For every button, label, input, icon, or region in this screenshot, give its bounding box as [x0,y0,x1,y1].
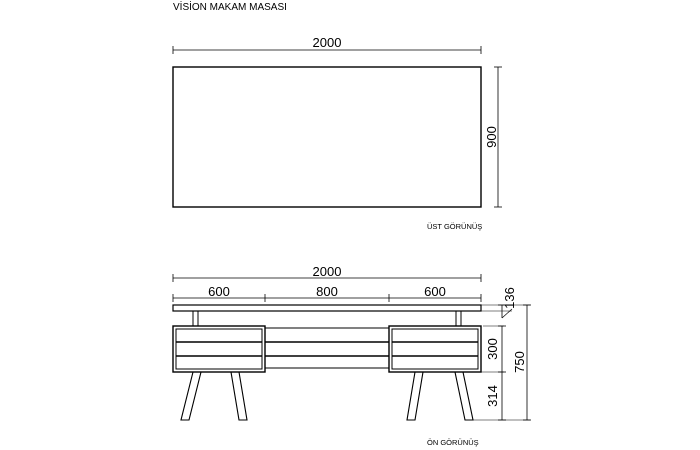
front-section-dimensions [173,284,481,302]
leg-left-outer [181,372,201,420]
total-height-label: 750 [512,351,527,373]
left-drawer-cabinet [173,326,265,372]
top-width-dimension [173,35,481,54]
middle-drawer-panel [265,328,389,368]
desk-top [173,305,481,311]
top-depth-label: 900 [484,126,499,148]
leg-left-inner [231,372,247,420]
top-width-label: 2000 [312,35,342,50]
top-thickness-label: 136 [502,287,517,309]
leg-right-outer [455,372,473,420]
drawing-title: VİSİON MAKAM MASASI [173,2,287,13]
left-top-support [193,311,198,326]
top-view [173,35,502,231]
leg-right-inner [407,372,423,420]
front-view-caption: ÖN GÖRÜNÜŞ [427,438,479,447]
left-section-label: 600 [208,284,230,299]
leg-height-label: 314 [485,385,500,407]
top-view-outline [173,67,481,207]
top-view-caption: ÜST GÖRÜNÜŞ [427,222,483,231]
front-overall-dimension [173,264,481,282]
right-drawer-cabinet [389,326,481,372]
right-section-label: 600 [424,284,446,299]
front-view [173,264,531,447]
middle-section-label: 800 [316,284,338,299]
top-depth-dimension [484,67,502,207]
front-overall-label: 2000 [312,264,342,279]
right-top-support [456,311,461,326]
front-height-dimensions [473,287,531,420]
drawer-height-label: 300 [485,338,500,360]
